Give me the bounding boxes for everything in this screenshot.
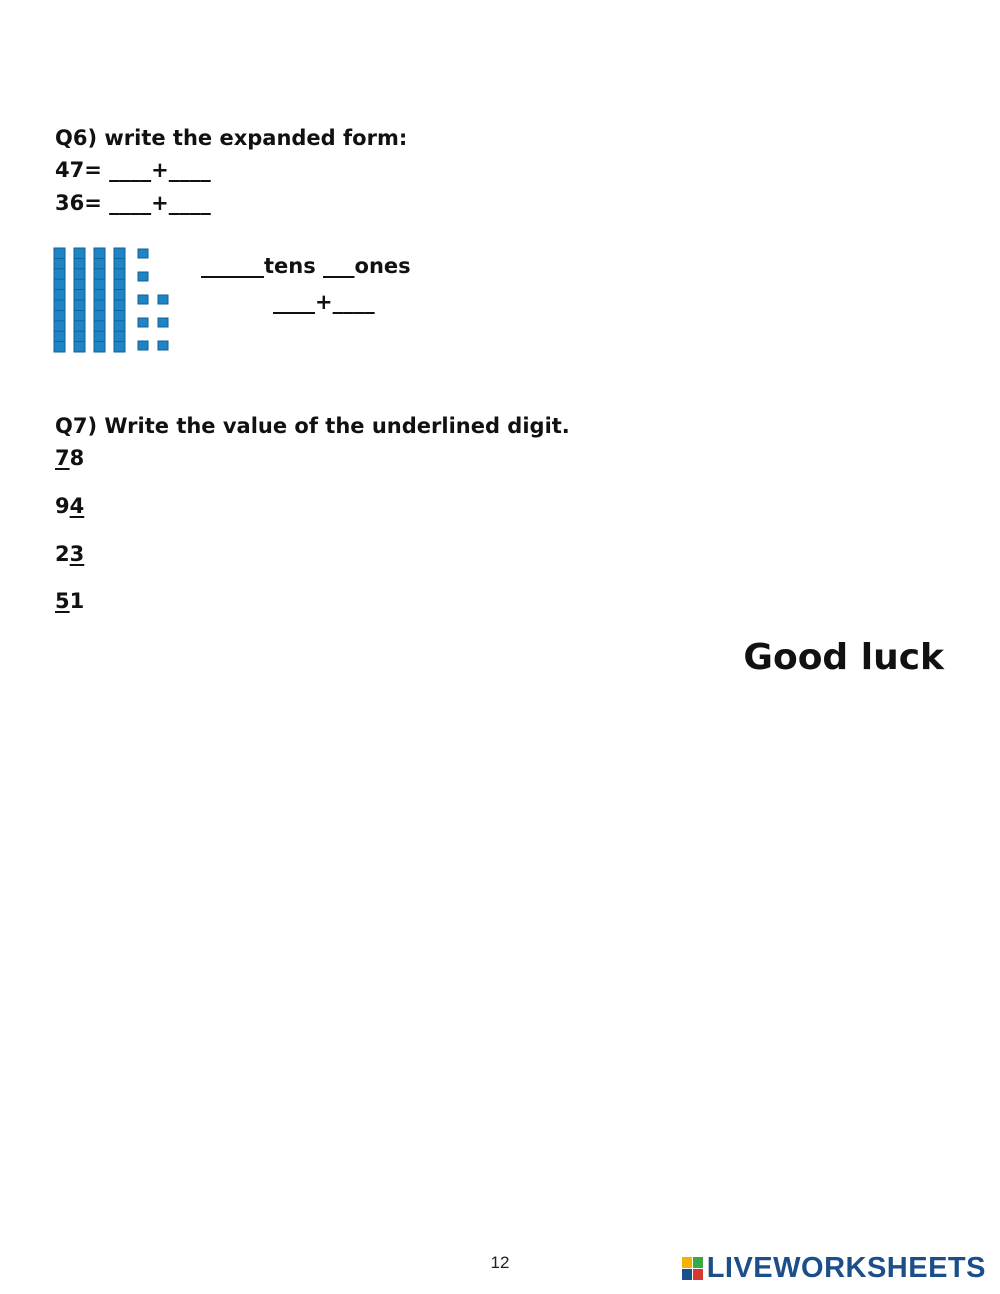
q7-title: Q7) Write the value of the underlined digit. <box>55 414 570 438</box>
digit-plain: 1 <box>69 589 85 613</box>
digit-plain: 2 <box>55 542 70 566</box>
digit-underlined: 5 <box>55 589 70 613</box>
underlined-digit-number <box>55 544 84 565</box>
ones-cube <box>138 249 148 258</box>
liveworksheets-logo[interactable] <box>682 1254 986 1283</box>
q6-title: Q6) write the expanded form: <box>55 126 408 150</box>
digit-underlined: 4 <box>69 494 85 518</box>
underlined-digit-number <box>55 496 84 517</box>
ones-cube <box>158 295 168 304</box>
digit-plain: 8 <box>69 446 85 470</box>
ones-cube <box>138 318 148 327</box>
ones-cube <box>158 341 168 350</box>
base-ten-blocks-image <box>52 246 177 356</box>
page-number: 12 <box>490 1253 510 1272</box>
equation-number: 47 <box>55 158 85 182</box>
digit-underlined: 7 <box>55 446 70 470</box>
expanded-sum-blank-line[interactable]: ____+____ <box>273 290 375 314</box>
ones-cube <box>138 272 148 281</box>
underlined-digit-number <box>55 591 84 612</box>
equation-blanks[interactable]: = ____+____ <box>84 191 211 215</box>
good-luck-message: Good luck <box>743 637 944 678</box>
ones-cube <box>138 295 148 304</box>
underlined-digit-number <box>55 448 84 469</box>
equation-number: 36 <box>55 191 85 215</box>
liveworksheets-logo-text: LIVEWORKSHEETS <box>706 1252 986 1284</box>
expanded-form-equation <box>55 160 211 181</box>
ones-cube <box>138 341 148 350</box>
liveworksheets-logo-icon <box>682 1257 704 1281</box>
ones-cube <box>158 318 168 327</box>
expanded-form-equation <box>55 193 211 214</box>
tens-ones-blank-line[interactable]: ______tens ___ones <box>201 254 411 278</box>
digit-plain: 9 <box>55 494 70 518</box>
equation-blanks[interactable]: = ____+____ <box>84 158 211 182</box>
digit-underlined: 3 <box>69 542 85 566</box>
